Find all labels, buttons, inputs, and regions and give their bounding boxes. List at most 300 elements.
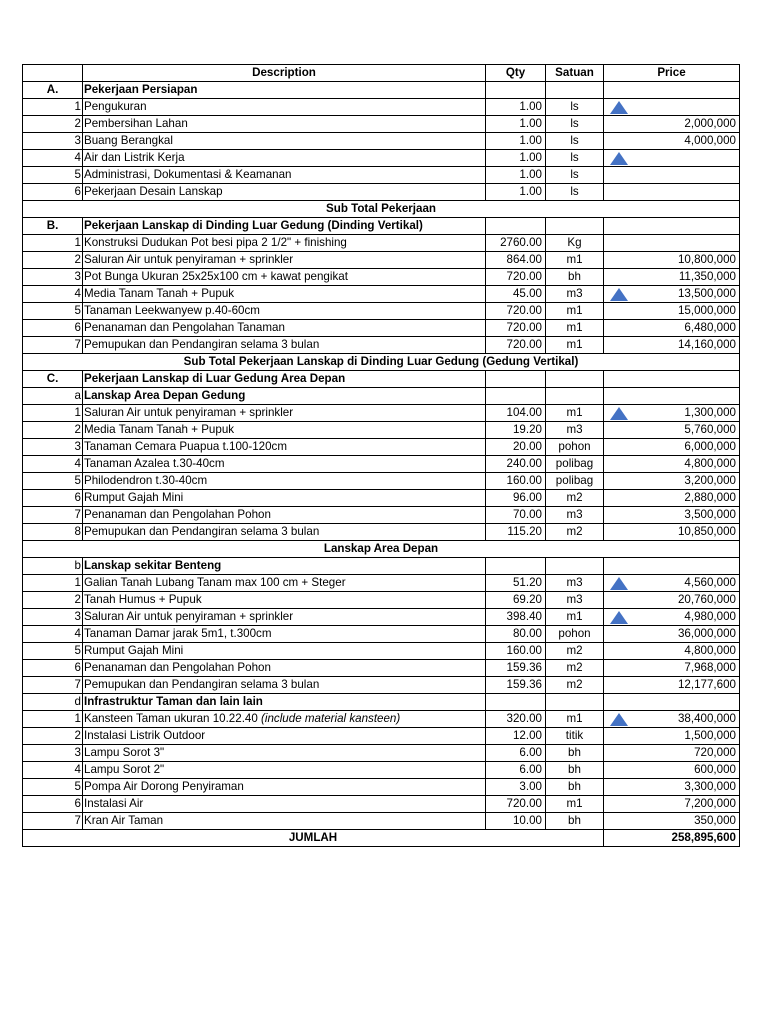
item-price — [604, 745, 740, 762]
header-number — [23, 65, 83, 82]
subtotal-label: Sub Total Pekerjaan — [23, 201, 740, 218]
item-price — [604, 184, 740, 201]
item-price — [604, 99, 740, 116]
item-qty: 720.00 — [486, 796, 546, 813]
row-number: 3 — [23, 269, 83, 286]
item-price-value: 4,560,000 — [684, 576, 736, 589]
row-number: C. — [23, 371, 83, 388]
row-number: 6 — [23, 660, 83, 677]
total-row — [23, 830, 740, 847]
item-unit: m3 — [546, 286, 604, 303]
empty-cell — [604, 218, 740, 235]
row-number: 6 — [23, 796, 83, 813]
empty-cell — [486, 694, 546, 711]
row-number: 1 — [23, 575, 83, 592]
row-number: b — [23, 558, 83, 575]
table-row — [23, 252, 740, 269]
table-row — [23, 167, 740, 184]
row-number: 5 — [23, 643, 83, 660]
row-number: A. — [23, 82, 83, 99]
table-row — [23, 524, 740, 541]
row-number: 2 — [23, 252, 83, 269]
row-number: 4 — [23, 762, 83, 779]
item-description — [83, 320, 486, 337]
item-description — [83, 184, 486, 201]
item-description-text: Kansteen Taman ukuran 10.22.40 — [84, 712, 262, 725]
item-description — [83, 269, 486, 286]
row-number: 2 — [23, 116, 83, 133]
triangle-marker-icon — [610, 407, 628, 420]
table-row — [23, 660, 740, 677]
item-description — [83, 116, 486, 133]
empty-cell — [604, 371, 740, 388]
section-title: Lanskap sekitar Benteng — [83, 558, 486, 575]
item-description-text: Penanaman dan Pengolahan Tanaman — [84, 321, 285, 334]
item-unit: ls — [546, 99, 604, 116]
item-price — [604, 439, 740, 456]
item-description-text: Kran Air Taman — [84, 814, 164, 827]
section-title: Pekerjaan Lanskap di Luar Gedung Area Depan — [83, 371, 486, 388]
item-description — [83, 813, 486, 830]
item-unit: m1 — [546, 320, 604, 337]
item-price — [604, 456, 740, 473]
table-row — [23, 796, 740, 813]
item-description-text: Philodendron t.30-40cm — [84, 474, 208, 487]
item-qty: 240.00 — [486, 456, 546, 473]
item-qty: 1.00 — [486, 150, 546, 167]
triangle-marker-icon — [610, 611, 628, 624]
triangle-marker-icon — [610, 101, 628, 114]
item-description-text: Lampu Sorot 3" — [84, 746, 165, 759]
item-price-value: 2,000,000 — [684, 117, 736, 130]
item-description-text: Saluran Air untuk penyiraman + sprinkler — [84, 253, 294, 266]
table-row — [23, 99, 740, 116]
table-row — [23, 184, 740, 201]
row-number: 8 — [23, 524, 83, 541]
item-unit: m3 — [546, 422, 604, 439]
item-description — [83, 337, 486, 354]
item-description-text: Pembersihan Lahan — [84, 117, 188, 130]
item-unit: m3 — [546, 507, 604, 524]
item-unit: Kg — [546, 235, 604, 252]
item-price — [604, 711, 740, 728]
item-price — [604, 643, 740, 660]
item-description-text: Pemupukan dan Pendangiran selama 3 bulan — [84, 525, 320, 538]
item-description — [83, 575, 486, 592]
item-price-value: 720,000 — [694, 746, 736, 759]
row-number: 3 — [23, 133, 83, 150]
row-number: 7 — [23, 507, 83, 524]
item-description-text: Saluran Air untuk penyiraman + sprinkler — [84, 610, 294, 623]
table-row — [23, 626, 740, 643]
triangle-marker-icon — [610, 577, 628, 590]
item-price-value: 600,000 — [694, 763, 736, 776]
item-unit: m2 — [546, 490, 604, 507]
item-qty: 6.00 — [486, 762, 546, 779]
item-description-text: Media Tanam Tanah + Pupuk — [84, 287, 235, 300]
item-description — [83, 779, 486, 796]
item-qty: 96.00 — [486, 490, 546, 507]
item-price-value: 15,000,000 — [677, 304, 736, 317]
item-description — [83, 711, 486, 728]
item-price-value: 3,300,000 — [684, 780, 736, 793]
item-description — [83, 609, 486, 626]
item-qty: 160.00 — [486, 473, 546, 490]
table-row — [23, 133, 740, 150]
section-title: Pekerjaan Persiapan — [83, 82, 486, 99]
item-description — [83, 235, 486, 252]
item-price-value: 2,880,000 — [684, 491, 736, 504]
item-unit: bh — [546, 269, 604, 286]
empty-cell — [486, 558, 546, 575]
item-price — [604, 320, 740, 337]
row-number: d — [23, 694, 83, 711]
row-number: 5 — [23, 167, 83, 184]
empty-cell — [546, 218, 604, 235]
table-row — [23, 116, 740, 133]
item-unit: m1 — [546, 252, 604, 269]
item-price — [604, 252, 740, 269]
item-description — [83, 439, 486, 456]
row-number: 2 — [23, 422, 83, 439]
item-description-text: Pot Bunga Ukuran 25x25x100 cm + kawat pengikat — [84, 270, 348, 283]
section-row — [23, 82, 740, 99]
item-qty: 51.20 — [486, 575, 546, 592]
row-number: 1 — [23, 99, 83, 116]
item-qty: 720.00 — [486, 337, 546, 354]
table-row — [23, 575, 740, 592]
row-number: 5 — [23, 303, 83, 320]
item-description — [83, 99, 486, 116]
empty-cell — [486, 388, 546, 405]
item-price-value: 350,000 — [694, 814, 736, 827]
item-unit: bh — [546, 745, 604, 762]
table-row — [23, 643, 740, 660]
section-row — [23, 371, 740, 388]
item-unit: pohon — [546, 439, 604, 456]
item-description — [83, 677, 486, 694]
item-unit: polibag — [546, 456, 604, 473]
table-row — [23, 609, 740, 626]
item-qty: 159.36 — [486, 660, 546, 677]
item-description — [83, 626, 486, 643]
item-price — [604, 422, 740, 439]
empty-cell — [546, 558, 604, 575]
item-description-text: Instalasi Listrik Outdoor — [84, 729, 206, 742]
item-unit: m1 — [546, 711, 604, 728]
item-price-value: 14,160,000 — [677, 338, 736, 351]
section-title: Lanskap Area Depan Gedung — [83, 388, 486, 405]
item-description-text: Media Tanam Tanah + Pupuk — [84, 423, 235, 436]
section-title: Infrastruktur Taman dan lain lain — [83, 694, 486, 711]
row-number: 4 — [23, 286, 83, 303]
item-price-value: 4,800,000 — [684, 644, 736, 657]
item-description-text: Pengukuran — [84, 100, 147, 113]
item-unit: ls — [546, 150, 604, 167]
item-qty: 12.00 — [486, 728, 546, 745]
empty-cell — [604, 82, 740, 99]
item-unit: m3 — [546, 575, 604, 592]
row-number: 4 — [23, 626, 83, 643]
table-row — [23, 303, 740, 320]
item-price-value: 6,000,000 — [684, 440, 736, 453]
item-price-value: 10,850,000 — [677, 525, 736, 538]
triangle-marker-icon — [610, 152, 628, 165]
row-number: 2 — [23, 728, 83, 745]
item-unit: m3 — [546, 592, 604, 609]
item-description — [83, 133, 486, 150]
triangle-marker-icon — [610, 288, 628, 301]
item-price — [604, 269, 740, 286]
table-header-row — [23, 65, 740, 82]
item-unit: bh — [546, 813, 604, 830]
item-description-text: Air dan Listrik Kerja — [84, 151, 185, 164]
item-qty: 2760.00 — [486, 235, 546, 252]
table-row — [23, 320, 740, 337]
item-price — [604, 507, 740, 524]
item-price-value: 7,968,000 — [684, 661, 736, 674]
cost-estimate-table — [22, 64, 740, 847]
item-unit: m2 — [546, 643, 604, 660]
row-number: 4 — [23, 150, 83, 167]
item-description — [83, 745, 486, 762]
item-qty: 104.00 — [486, 405, 546, 422]
item-unit: m1 — [546, 303, 604, 320]
table-body — [23, 82, 740, 830]
table-row — [23, 779, 740, 796]
table-row — [23, 711, 740, 728]
header-description: Description — [83, 65, 486, 82]
item-price-value: 12,177,600 — [677, 678, 736, 691]
item-unit: m1 — [546, 337, 604, 354]
item-unit: pohon — [546, 626, 604, 643]
item-qty: 1.00 — [486, 133, 546, 150]
item-price — [604, 592, 740, 609]
item-qty: 115.20 — [486, 524, 546, 541]
item-price — [604, 728, 740, 745]
subtotal-label: Sub Total Pekerjaan Lanskap di Dinding Luar Gedung (Gedung Vertikal) — [23, 354, 740, 371]
table-row — [23, 592, 740, 609]
item-price — [604, 405, 740, 422]
table-row — [23, 150, 740, 167]
item-description-text: Pompa Air Dorong Penyiraman — [84, 780, 244, 793]
subtotal-row — [23, 541, 740, 558]
row-number: 7 — [23, 677, 83, 694]
item-description — [83, 286, 486, 303]
row-number: 1 — [23, 235, 83, 252]
item-unit: ls — [546, 133, 604, 150]
item-qty: 45.00 — [486, 286, 546, 303]
item-description-text: Lampu Sorot 2" — [84, 763, 165, 776]
item-qty: 720.00 — [486, 269, 546, 286]
table-row — [23, 507, 740, 524]
item-price — [604, 116, 740, 133]
item-unit: m2 — [546, 524, 604, 541]
table-row — [23, 745, 740, 762]
row-number: a — [23, 388, 83, 405]
row-number: 6 — [23, 320, 83, 337]
item-price — [604, 150, 740, 167]
item-unit: polibag — [546, 473, 604, 490]
item-unit: ls — [546, 184, 604, 201]
item-description — [83, 422, 486, 439]
item-description — [83, 643, 486, 660]
item-qty: 10.00 — [486, 813, 546, 830]
subsection-row — [23, 388, 740, 405]
empty-cell — [546, 371, 604, 388]
item-description-text: Tanaman Azalea t.30-40cm — [84, 457, 225, 470]
item-qty: 6.00 — [486, 745, 546, 762]
subtotal-label: Lanskap Area Depan — [23, 541, 740, 558]
triangle-marker-icon — [610, 713, 628, 726]
item-qty: 1.00 — [486, 184, 546, 201]
row-number: B. — [23, 218, 83, 235]
item-qty: 1.00 — [486, 116, 546, 133]
item-price — [604, 167, 740, 184]
section-title: Pekerjaan Lanskap di Dinding Luar Gedung (Dinding Vertikal) — [83, 218, 486, 235]
item-qty: 159.36 — [486, 677, 546, 694]
item-description — [83, 252, 486, 269]
item-price-value: 1,300,000 — [684, 406, 736, 419]
item-price — [604, 303, 740, 320]
item-description-text: Konstruksi Dudukan Pot besi pipa 2 1/2" + finishing — [84, 236, 347, 249]
item-price-value: 20,760,000 — [677, 593, 736, 606]
row-number: 7 — [23, 813, 83, 830]
item-unit: m1 — [546, 405, 604, 422]
item-price-value: 1,500,000 — [684, 729, 736, 742]
item-price-value: 4,980,000 — [684, 610, 736, 623]
item-unit: ls — [546, 116, 604, 133]
empty-cell — [486, 218, 546, 235]
item-description — [83, 167, 486, 184]
item-description — [83, 762, 486, 779]
item-qty: 70.00 — [486, 507, 546, 524]
item-price — [604, 626, 740, 643]
subsection-row — [23, 558, 740, 575]
item-description-text: Pemupukan dan Pendangiran selama 3 bulan — [84, 338, 320, 351]
item-description-text: Administrasi, Dokumentasi & Keamanan — [84, 168, 292, 181]
item-qty: 3.00 — [486, 779, 546, 796]
table-row — [23, 422, 740, 439]
item-description — [83, 660, 486, 677]
item-description-text: Pekerjaan Desain Lanskap — [84, 185, 223, 198]
empty-cell — [486, 82, 546, 99]
item-qty: 864.00 — [486, 252, 546, 269]
item-description-text: Galian Tanah Lubang Tanam max 100 cm + Steger — [84, 576, 346, 589]
item-unit: titik — [546, 728, 604, 745]
item-price — [604, 660, 740, 677]
item-price — [604, 575, 740, 592]
item-qty: 19.20 — [486, 422, 546, 439]
item-description — [83, 796, 486, 813]
item-unit: m2 — [546, 677, 604, 694]
item-price — [604, 796, 740, 813]
item-price — [604, 337, 740, 354]
row-number: 1 — [23, 405, 83, 422]
row-number: 3 — [23, 609, 83, 626]
item-description — [83, 405, 486, 422]
empty-cell — [546, 82, 604, 99]
item-description-text: Tanaman Damar jarak 5m1, t.300cm — [84, 627, 272, 640]
item-description-text: Tanaman Leekwanyew p.40-60cm — [84, 304, 260, 317]
item-description-text: Saluran Air untuk penyiraman + sprinkler — [84, 406, 294, 419]
table-row — [23, 439, 740, 456]
table-row — [23, 337, 740, 354]
empty-cell — [546, 694, 604, 711]
header-price: Price — [604, 65, 740, 82]
total-label: JUMLAH — [23, 830, 604, 847]
table-row — [23, 728, 740, 745]
row-number: 3 — [23, 745, 83, 762]
item-qty: 398.40 — [486, 609, 546, 626]
item-price-value: 36,000,000 — [677, 627, 736, 640]
empty-cell — [604, 558, 740, 575]
table-row — [23, 473, 740, 490]
item-unit: ls — [546, 167, 604, 184]
item-description — [83, 456, 486, 473]
item-price-value: 4,000,000 — [684, 134, 736, 147]
item-description — [83, 473, 486, 490]
item-price-value: 3,200,000 — [684, 474, 736, 487]
row-number: 6 — [23, 184, 83, 201]
table-row — [23, 677, 740, 694]
item-description — [83, 728, 486, 745]
item-description-text: Buang Berangkal — [84, 134, 173, 147]
item-description-text: Rumput Gajah Mini — [84, 644, 184, 657]
item-qty: 1.00 — [486, 167, 546, 184]
item-qty: 720.00 — [486, 303, 546, 320]
item-price-value: 38,400,000 — [677, 712, 736, 725]
subtotal-row — [23, 354, 740, 371]
item-description — [83, 303, 486, 320]
item-qty: 1.00 — [486, 99, 546, 116]
table-row — [23, 405, 740, 422]
cost-estimate-document — [22, 64, 739, 847]
item-description-text: Tanah Humus + Pupuk — [84, 593, 202, 606]
table-row — [23, 813, 740, 830]
item-description-text: Penanaman dan Pengolahan Pohon — [84, 661, 271, 674]
item-unit: m1 — [546, 609, 604, 626]
item-price-value: 7,200,000 — [684, 797, 736, 810]
item-qty: 720.00 — [486, 320, 546, 337]
table-row — [23, 490, 740, 507]
subsection-row — [23, 694, 740, 711]
item-note: (include material kansteen) — [261, 712, 401, 725]
item-description — [83, 150, 486, 167]
item-unit: m1 — [546, 796, 604, 813]
item-description-text: Penanaman dan Pengolahan Pohon — [84, 508, 271, 521]
empty-cell — [546, 388, 604, 405]
item-description — [83, 490, 486, 507]
item-price — [604, 286, 740, 303]
row-number: 4 — [23, 456, 83, 473]
item-description-text: Instalasi Air — [84, 797, 144, 810]
empty-cell — [604, 388, 740, 405]
item-qty: 20.00 — [486, 439, 546, 456]
item-description-text: Rumput Gajah Mini — [84, 491, 184, 504]
item-price-value: 4,800,000 — [684, 457, 736, 470]
item-qty: 80.00 — [486, 626, 546, 643]
item-price — [604, 235, 740, 252]
item-description-text: Pemupukan dan Pendangiran selama 3 bulan — [84, 678, 320, 691]
item-price-value: 11,350,000 — [678, 270, 736, 283]
item-price — [604, 779, 740, 796]
item-unit: bh — [546, 762, 604, 779]
item-qty: 69.20 — [486, 592, 546, 609]
item-price-value: 13,500,000 — [677, 287, 736, 300]
item-price-value: 6,480,000 — [684, 321, 736, 334]
empty-cell — [604, 694, 740, 711]
